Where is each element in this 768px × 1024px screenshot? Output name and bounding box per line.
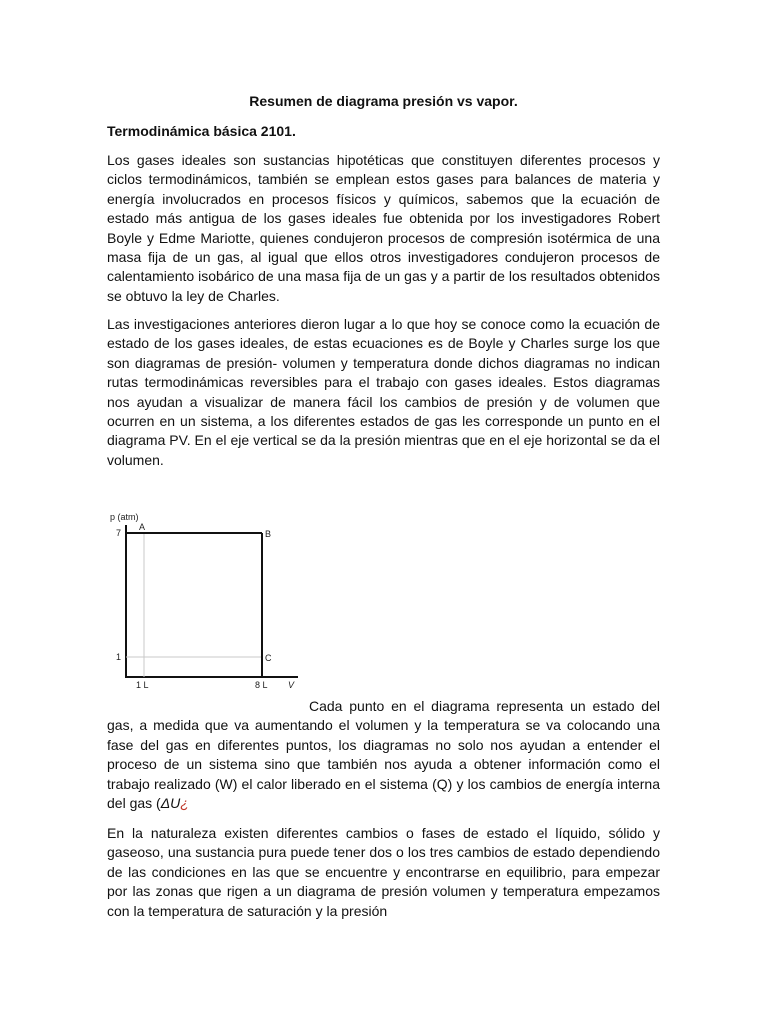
point-label-B: B — [265, 529, 272, 539]
page-title: Resumen de diagrama presión vs vapor. — [249, 93, 518, 109]
inverted-question-mark: ¿ — [180, 795, 189, 812]
paragraph-diagram-points — [107, 697, 660, 813]
course-subtitle: Termodinámica básica 2101. — [107, 123, 296, 139]
point-label-C: C — [265, 653, 272, 663]
delta-u-symbol: ΔU — [160, 795, 181, 812]
y-tick-1: 1 — [116, 652, 122, 662]
x-axis-label: V — [288, 680, 295, 690]
y-tick-7: 7 — [116, 528, 122, 538]
x-tick-8L: 8 L — [255, 680, 268, 690]
x-tick-1L: 1 L — [136, 680, 149, 690]
pv-diagram — [107, 508, 307, 693]
paragraph-state-equation: Las investigaciones anteriores dieron lugar a lo que hoy se conoce como la ecuación de estado de los gases ideales, de estas ecuaciones es de Boyle y Charles surge los que son diagramas de presión- volumen y temperatura donde dichos diagramas no indican rutas termodinámicas reversibles para el trabajo con gases ideales. Estos diagramas nos ayudan a visualizar de manera fácil los cambios de presión y de volumen que ocurren en un sistema, a los diferentes estados de gas les corresponde un punto en el diagrama PV. En el eje vertical se da la presión mientras que en el eje horizontal se da el volumen. — [107, 316, 660, 468]
paragraph-diagram-points-text: Cada punto en el diagrama representa un estado del gas, a medida que va aumentando el volumen y la temperatura se va colocando una fase del gas en diferentes puntos, los diagramas no solo nos ayudan a entender el proceso de un sistema sino que también nos ayuda a obtener información como el trabajo realizado (W) el calor liberado en el sistema (Q) y los cambios de energía interna del gas ( — [107, 698, 660, 812]
y-axis-label: p (atm) — [110, 512, 139, 522]
paragraph-phase-changes: En la naturaleza existen diferentes cambios o fases de estado el líquido, sólido y gaseoso, una sustancia pura puede tener dos o los tres cambios de estado dependiendo de las condiciones en las que se encuentre y encontrarse en equilibrio, para empezar por las zonas que rigen a un diagrama de presión volumen y temperatura empezamos con la temperatura de saturación y la presión — [107, 825, 660, 919]
point-label-A: A — [139, 522, 146, 532]
paragraph-ideal-gases: Los gases ideales son sustancias hipotéticas que constituyen diferentes procesos y ciclos termodinámicos, también se emplean estos gases para balances de materia y energía involucrados en procesos físicos y químicos, sabemos que la ecuación de estado más antigua de los gases ideales fue obtenida por los investigadores Robert Boyle y Edme Mariotte, quienes condujeron procesos de compresión isotérmica de una masa fija de un gas, al igual que ellos otros investigadores condujeron procesos de calentamiento isobárico de una masa fija de un gas y a partir de los resultados obtenidos se obtuvo la ley de Charles. — [107, 152, 660, 304]
